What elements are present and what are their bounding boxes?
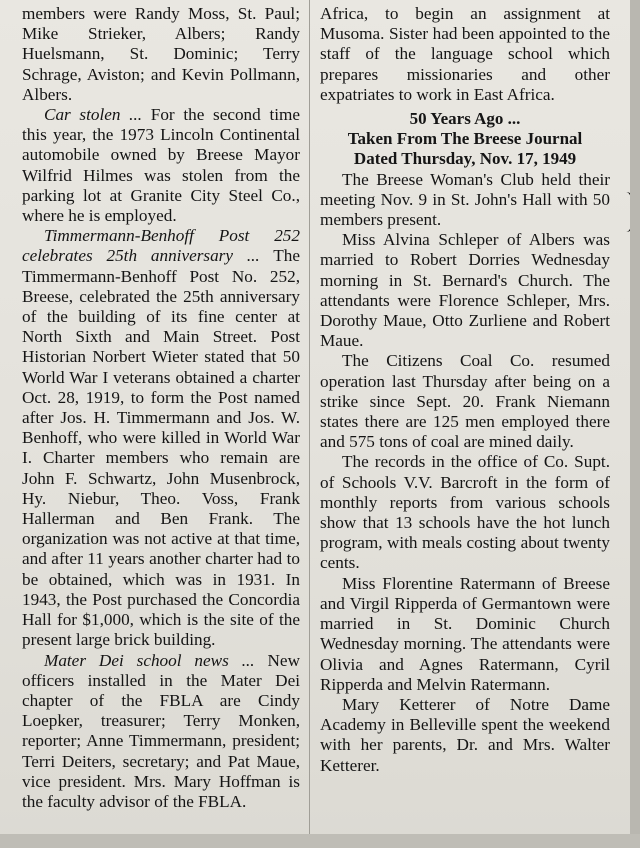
text-car-stolen: For the second time this year, the 1973 Lincoln Continental automobile owned by Breese Mayor Wilfrid Hilmes was stolen from the parking lot at Granite City Steel Co., where he is employed.: [22, 105, 300, 226]
headline-car-stolen: Car stolen ...: [44, 105, 143, 125]
column-divider: [309, 0, 310, 836]
paragraph-coal-company: The Citizens Coal Co. resumed operation last Thursday after being on a strike since Sept. 20. Frank Niemann states there are 125 men employed there and 575 tons of coal are mined daily.: [320, 351, 610, 452]
text-mater-dei-news: New officers installed in the Mater Dei chapter of the FBLA are Cindy Loepker, treasurer; Terry Monken, reporter; Anne Timmermann, president; Terri Deiters, secretary; and Pat Maue, vice president. Mrs. Mary Hoffman is the faculty advisor of the FBLA.: [22, 650, 300, 811]
paragraph-member-list: members were Randy Moss, St. Paul; Mike Strieker, Albers; Randy Huelsmann, St. Dominic; Terry Schrage, Aviston; and Kevin Pollmann, Albers.: [22, 4, 300, 104]
clipping-right-edge: [630, 0, 640, 848]
text-post-anniversary: The Timmermann-Benhoff Post No. 252, Breese, celebrated the 25th anniversary of the building of its fine center at North Sixth and Main Street. Post Historian Norbert Wieter stated that 50 World War I veterans obtained a charter Oct. 28, 1919, to form the Post named after Jos. H. Timmermann and Jos. W. Benhoff, who were killed in World War I. Charter members who remain are John F. Schwartz, John Musenbrock, Hy. Niebur, Theo. Voss, Frank Hallerman and Ben Frank. The organization was not active at that time, and after 11 years another charter had to be obtained, which was in 1931. In 1943, the Post purchased the Concordia Hall for $1,000, which is the site of the present large brick building.: [22, 246, 300, 650]
paragraph-school-records: The records in the office of Co. Supt. of Schools V.V. Barcroft in the form of monthly reports from various schools show that 13 schools have the hot lunch program, with meals costing about twenty cents.: [320, 452, 610, 573]
paragraph-ratermann-wedding: Miss Florentine Ratermann of Breese and Virgil Ripperda of Germantown were married in St. Dominic Church Wednesday morning. The attendants were Olivia and Agnes Ratermann, Cyril Ripperda and Melvin Ratermann.: [320, 573, 610, 694]
paragraph-post-anniversary: [22, 226, 300, 650]
paragraph-mater-dei-news: [22, 651, 300, 813]
paragraph-car-stolen: [22, 105, 300, 226]
section-subheading-date: Dated Thursday, Nov. 17, 1949: [353, 149, 577, 169]
paragraph-ketterer-visit: Mary Ketterer of Notre Dame Academy in Belleville spent the weekend with her parents, Dr. and Mrs. Walter Ketterer.: [320, 694, 610, 775]
paragraph-africa-assignment: Africa, to begin an assignment at Musoma. Sister had been appointed to the staff of the language school which prepares missionaries and other expatriates to work in East Africa.: [320, 4, 610, 104]
left-column: [22, 4, 300, 812]
headline-post-anniversary: Timmermann-Benhoff Post 252 celebrates 25th anniversary ...: [22, 226, 300, 266]
headline-mater-dei-news: Mater Dei school news ...: [44, 650, 255, 670]
clipping-bottom-edge: [0, 834, 640, 848]
right-column: [320, 4, 610, 776]
section-subheading-source: Taken From The Breese Journal: [347, 129, 583, 149]
paragraph-schleper-wedding: Miss Alvina Schleper of Albers was married to Robert Dorries Wednesday morning in St. Bernard's Church. The attendants were Florence Schleper, Mrs. Dorothy Maue, Otto Zurliene and Robert Maue.: [320, 230, 610, 351]
paragraph-womans-club: The Breese Woman's Club held their meeting Nov. 9 in St. John's Hall with 50 members present.: [320, 169, 610, 230]
section-heading-50-years: 50 Years Ago ...: [409, 109, 521, 129]
